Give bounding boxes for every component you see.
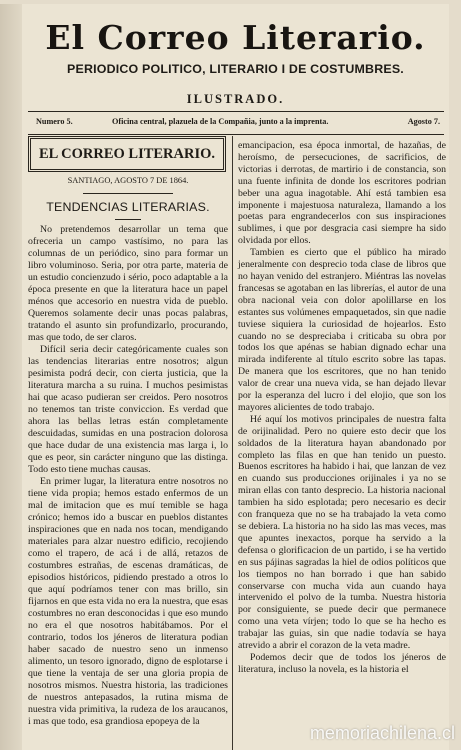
article-paragraph: Tambien es cierto que el público ha mirado jeneralmente con desprecio toda clase de libros que no hayan venido del estranjero. Miéntras las novelas francesas se agotaban en las librerías, el autor de una obra nacional veia con dolor apolillarse en los estantes sus volúmenes empaquetados, sin que nadie tuviese siquiera la curiosidad de hojearlos. Esto cuando no se despreciaba i criticaba su obra por todos los que apénas se habian dignado echar una mirada indiferente al título escrito sobre las tapas. De manera que los escritores, que no han tenido valor de crear una nueva vida, se han dejado llevar por la esperanza del lucro i del elojio, que son los mayores alicientes de todo trabajo. [238,247,446,413]
article-paragraph: No pretendemos desarrollar un tema que ofreceria un campo vastísimo, no para las columnas de un periódico, sino para formar un libro voluminoso. Seria, por otra parte, materia de un estudio concienzudo i sério, poco adaptable a la época presente en que la literatura hace un papel ménos que accesorio en nuestra vida de pueblo. Queremos solamente decir unas pocas palabras, tratando el asunto sin profundizarlo, procurando, mas que todo, de ser claros. [28,224,228,343]
dateline: SANTIAGO, AGOSTO 7 DE 1864. [67,176,189,185]
masthead-subtitle: PERIODICO POLITICO, LITERARIO I DE COSTUMBRES. [67,62,404,76]
newspaper-page [22,4,449,750]
issue-number: Numero 5. [36,117,73,126]
dateline-rule [83,193,173,194]
article-paragraph: Hé aquí los motivos principales de nuestra falta de orijinalidad. Pero no quiere esto decir que los soldados de la literatura hayan abandonado por completo las filas en que han tenido un puesto. Buenos escritores ha habido i hai, que lanzan de vez en cuando sus producciones orijinales i ya no se miran ellas con tanto desprecio. La historia nacional tambien ha sido esplotada; pero necesario es decir con franqueza que no se ha trabajado la veta como se debiera. La historia no ha sido las mas veces, mas que apuntes inexactos, porque ha servido a la defensa o glorificacion de un partido, i se ha vertido en sus pájinas sagradas la hiel de odios políticos que los tiempos no han borrado i que han sabido conservarse con mucha vida aun cuando haya intervenido el polvo de la tumba. Nuestra historia por consiguiente, se puede decir que permanece como una veta vírjen; todo lo que se ha hecho es trabajar las guias, sin que nadie todavía se haya atrevido a abrir el corazon de la veta madre. [238,413,446,652]
info-bar [28,113,444,133]
article-paragraph: emancipacion, esa época inmortal, de hazañas, de heroísmo, de persecuciones, de sacrificios, de victorias i derrotas, de martirio i de constancia, son una fuente infinita de donde los escritores podrian beber una agua inagotable. Ahí está tambien esa imponente i majestuosa naturaleza, llamando a los poetas para engrandecerlos con sus inspiraciones sublimes, i que por desgracia casi siempre ha sido olvidada por ellos. [238,140,446,247]
article-paragraph: En primer lugar, la literatura entre nosotros no tiene vida propia; hemos estado enfermos de un mal de imitacion que es muí temible se haga crónico; hemos ido a buscar en pueblos distantes inspiraciones que en nada nos tocan, mendigando materiales para alzar nuestro edificio, recojiendo como el trapero, de acá i de allá, retazos de costumbres estrañas, de escenas dramáticas, de episodios históricos, pidiendo prestado a otros lo que aquí podríamos tener con mas brillo, sin fijarnos en que esta vida no era la nuestra, que esas costumbres no eran desconocidas i que eso mundo no era el que nosotros habitábamos. Por el contrario, todos los jéneros de literatura podian haber sacado de nuestro seno un inmenso alimento, un tesoro ignorado, digno de esplotarse i que tiene la ventaja de ser una gloria propia de nosotros mismos. Nuestra historia, las tradiciones de nuestros antepasados, la rutina misma de nuestra vida primitiva, la rudeza de los araucanos, i mas que todo, esa grandiosa epopeya de la [28,476,228,727]
column-separator [232,136,233,750]
article-title: TENDENCIAS LITERARIAS. [46,200,210,214]
info-bar-bottom-rule [28,134,444,135]
title-rule [115,219,141,220]
article-paragraph: Difícil seria decir categóricamente cuales son las tendencias literarias entre nosotros; algun pesimista podrá decir, con cierta justicia, que la literatura marcha a su ruina. I muchos pesimistas hai que acaso pudieran ser creidos. Pero nosotros no tenemos tan triste conviccion. Es verdad que ahora las bellas letras están completamente descuidadas, sumidas en una postracion dolorosa que hace dudar de una existencia mas larga i, lo que es peor, sin carácter ninguno que las distinga. Todo esto tiene muchas causas. [28,344,228,475]
issue-date: Agosto 7. [407,117,440,126]
masthead-tagline: ILUSTRADO. [186,92,285,106]
masthead-title: El Correo Literario. [45,18,426,57]
top-rule [28,111,444,112]
right-column [238,140,446,676]
watermark: memoriachilena.cl [309,723,455,743]
office-address: Oficina central, plazuela de la Compañia, junto a la imprenta. [112,117,329,126]
paper-name-box: EL CORREO LITERARIO. [30,138,224,170]
article-paragraph: Podemos decir que de todos los jéneros de literatura, incluso la novela, es la historia el [238,651,446,675]
left-column [28,138,228,728]
